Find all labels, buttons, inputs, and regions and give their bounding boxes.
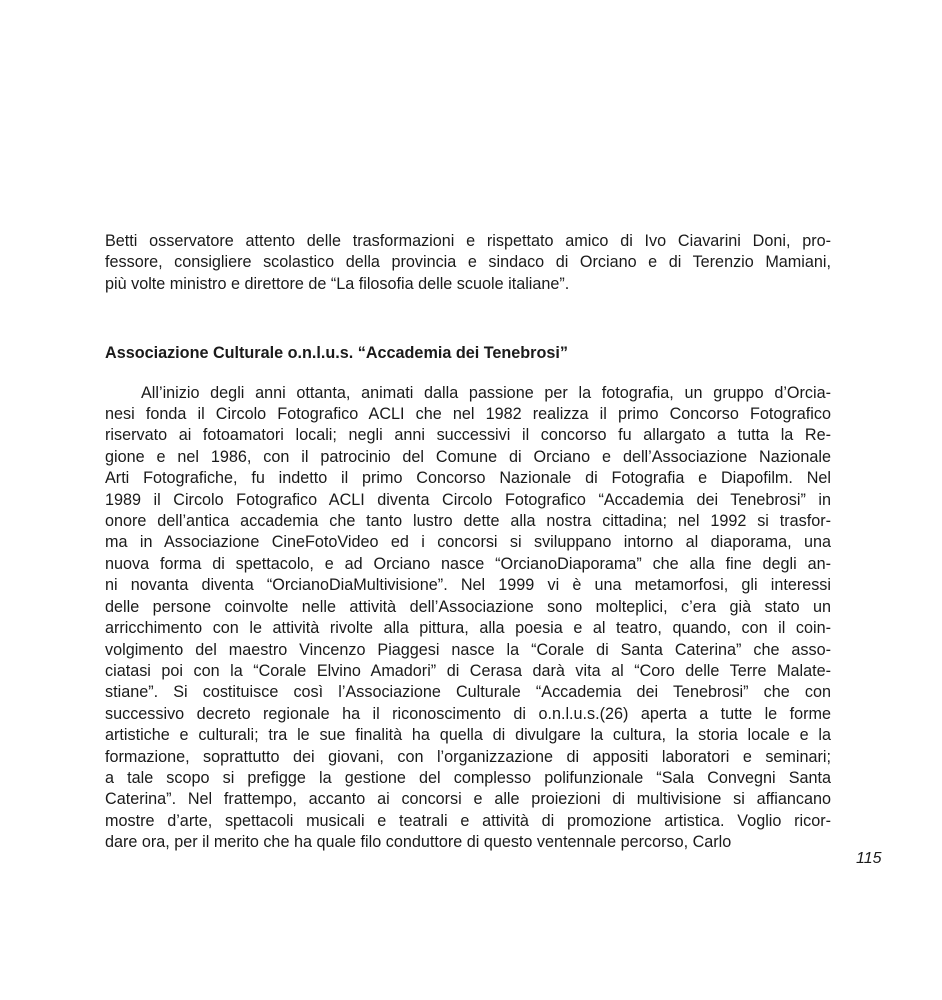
text-line: dare ora, per il merito che ha quale filo conduttore di questo ventennale percorso, Carlo (105, 833, 732, 852)
text-line: stiane”. Si costituisce così l’Associazione Culturale “Accademia dei Tenebrosi” che con (105, 683, 831, 702)
text-line: più volte ministro e direttore de “La filosofia delle scuole italiane”. (105, 274, 570, 293)
text-line: ma in Associazione CineFotoVideo ed i concorsi si sviluppano intorno al diaporama, una (105, 533, 831, 552)
text-line: ciatasi poi con la “Corale Elvino Amadori” di Cerasa darà vita al “Coro delle Terre Malate- (105, 661, 831, 680)
text-line: mostre d’arte, spettacoli musicali e teatrali e attività di promozione artistica. Voglio ricor- (105, 811, 831, 830)
text-line: nesi fonda il Circolo Fotografico ACLI che nel 1982 realizza il primo Concorso Fotografico (105, 405, 831, 424)
section-heading: Associazione Culturale o.n.l.u.s. “Accademia dei Tenebrosi” (105, 344, 568, 363)
text-line: arricchimento con le attività rivolte alla pittura, alla poesia e al teatro, quando, con il coin- (105, 619, 831, 638)
text-line: a tale scopo si prefigge la gestione del complesso polifunzionale “Sala Convegni Santa (105, 768, 831, 787)
text-line: All’inizio degli anni ottanta, animati dalla passione per la fotografia, un gruppo d’Orcia- (141, 383, 831, 402)
main-paragraph (105, 383, 831, 854)
text-line: formazione, soprattutto dei giovani, con l’organizzazione di appositi laboratori e seminari; (105, 747, 831, 766)
text-line: artistiche e culturali; tra le sue finalità ha quella di divulgare la cultura, la storia locale e la (105, 726, 831, 745)
text-line: successivo decreto regionale ha il riconoscimento di o.n.l.u.s.(26) aperta a tutte le forme (105, 704, 831, 723)
page-number: 115 (856, 850, 882, 867)
text-line: gione e nel 1986, con il patrocinio del Comune di Orciano e dell’Associazione Nazionale (105, 447, 831, 466)
text-line: ni novanta diventa “OrcianoDiaMultivisione”. Nel 1999 vi è una metamorfosi, gli interessi (105, 576, 831, 595)
page-body (105, 231, 831, 854)
text-line: Betti osservatore attento delle trasformazioni e rispettato amico di Ivo Ciavarini Doni, pro- (105, 232, 831, 250)
text-line: riservato ai fotoamatori locali; negli anni successivi il concorso fu allargato a tutta la Re- (105, 426, 831, 445)
text-line: Arti Fotografiche, fu indetto il primo Concorso Nazionale di Fotografia e Diapofilm. Nel (105, 469, 831, 488)
text-line: volgimento del maestro Vincenzo Piaggesi nasce la “Corale di Santa Caterina” che asso- (105, 640, 831, 659)
intro-paragraph (105, 231, 831, 295)
text-line: delle persone coinvolte nelle attività dell’Associazione sono molteplici, c’era già stato un (105, 597, 831, 616)
text-line: nuova forma di spettacolo, e ad Orciano nasce “OrcianoDiaporama” che alla fine degli an- (105, 554, 831, 573)
text-line: fessore, consigliere scolastico della provincia e sindaco di Orciano e di Terenzio Mamiani, (105, 253, 831, 272)
text-line: 1989 il Circolo Fotografico ACLI diventa Circolo Fotografico “Accademia dei Tenebrosi” in (105, 490, 831, 509)
text-line: onore dell’antica accademia che tanto lustro dette alla nostra cittadina; nel 1992 si trasfor- (105, 512, 831, 531)
text-line: Caterina”. Nel frattempo, accanto ai concorsi e alle proiezioni di multivisione si affiancano (105, 790, 831, 809)
